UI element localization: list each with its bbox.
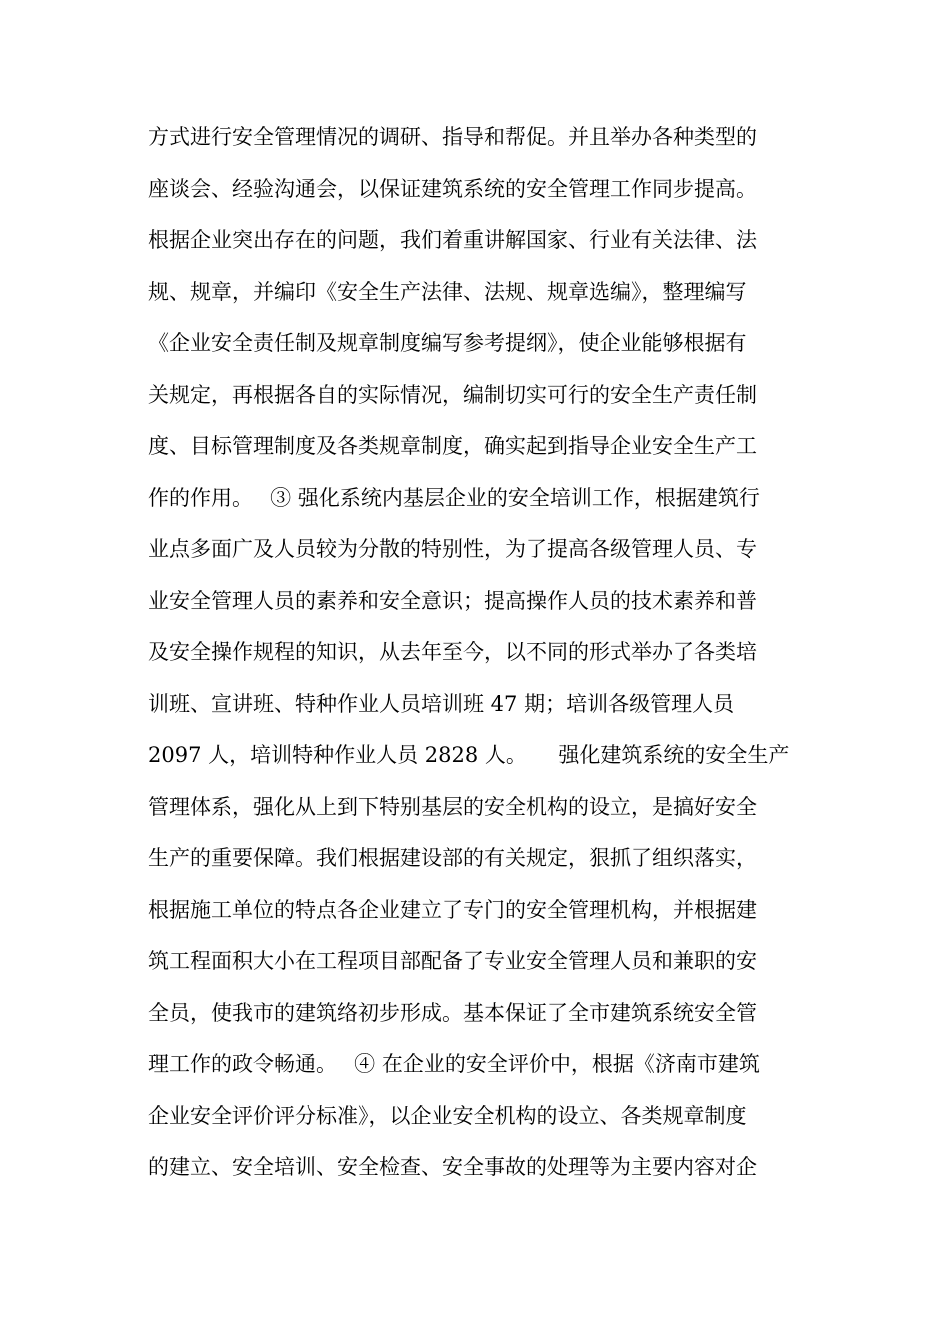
text-line: 业点多面广及人员较为分散的特别性，为了提高各级管理人员、专 — [148, 537, 757, 561]
text-line: 2097 人，培训特种作业人员 2828 人。 强化建筑系统的安全生产 — [148, 743, 790, 767]
text-line: 方式进行安全管理情况的调研、指导和帮促。并且举办各种类型的 — [148, 125, 757, 149]
text-line: 及安全操作规程的知识，从去年至今，以不同的形式举办了各类培 — [148, 640, 757, 664]
text-line: 全员，使我市的建筑络初步形成。基本保证了全市建筑系统安全管 — [148, 1000, 757, 1025]
text-line: 作的作用。 ③ 强化系统内基层企业的安全培训工作，根据建筑行 — [148, 485, 760, 510]
text-line: 业安全管理人员的素养和安全意识；提高操作人员的技术素养和普 — [148, 588, 757, 613]
text-line: 筑工程面积大小在工程项目部配备了专业安全管理人员和兼职的安 — [148, 949, 757, 973]
text-line: 根据施工单位的特点各企业建立了专门的安全管理机构，并根据建 — [148, 897, 757, 922]
text-line: 企业安全评价评分标准》，以企业安全机构的设立、各类规章制度 — [148, 1103, 747, 1128]
text-line: 生产的重要保障。我们根据建设部的有关规定，狠抓了组织落实， — [148, 846, 757, 870]
text-line: 训班、宣讲班、特种作业人员培训班 47 期；培训各级管理人员 — [148, 691, 735, 716]
text-line: 《企业安全责任制及规章制度编写参考提纲》，使企业能够根据有 — [148, 331, 747, 355]
text-line: 度、目标管理制度及各类规章制度，确实起到指导企业安全生产工 — [148, 434, 757, 458]
text-line: 关规定，再根据各自的实际情况，编制切实可行的安全生产责任制 — [148, 382, 757, 407]
text-line: 座谈会、经验沟通会，以保证建筑系统的安全管理工作同步提高。 — [148, 176, 757, 201]
text-line: 理工作的政令畅通。 ④ 在企业的安全评价中，根据《济南市建筑 — [148, 1052, 760, 1076]
body-text — [148, 115, 808, 1197]
text-line: 规、规章，并编印《安全生产法律、法规、规章选编》，整理编写 — [148, 279, 747, 304]
text-line: 根据企业突出存在的问题，我们着重讲解国家、行业有关法律、法 — [148, 228, 757, 252]
text-line: 的建立、安全培训、安全检查、安全事故的处理等为主要内容对企 — [148, 1155, 757, 1179]
text-line: 管理体系，强化从上到下特别基层的安全机构的设立，是搞好安全 — [148, 794, 757, 819]
